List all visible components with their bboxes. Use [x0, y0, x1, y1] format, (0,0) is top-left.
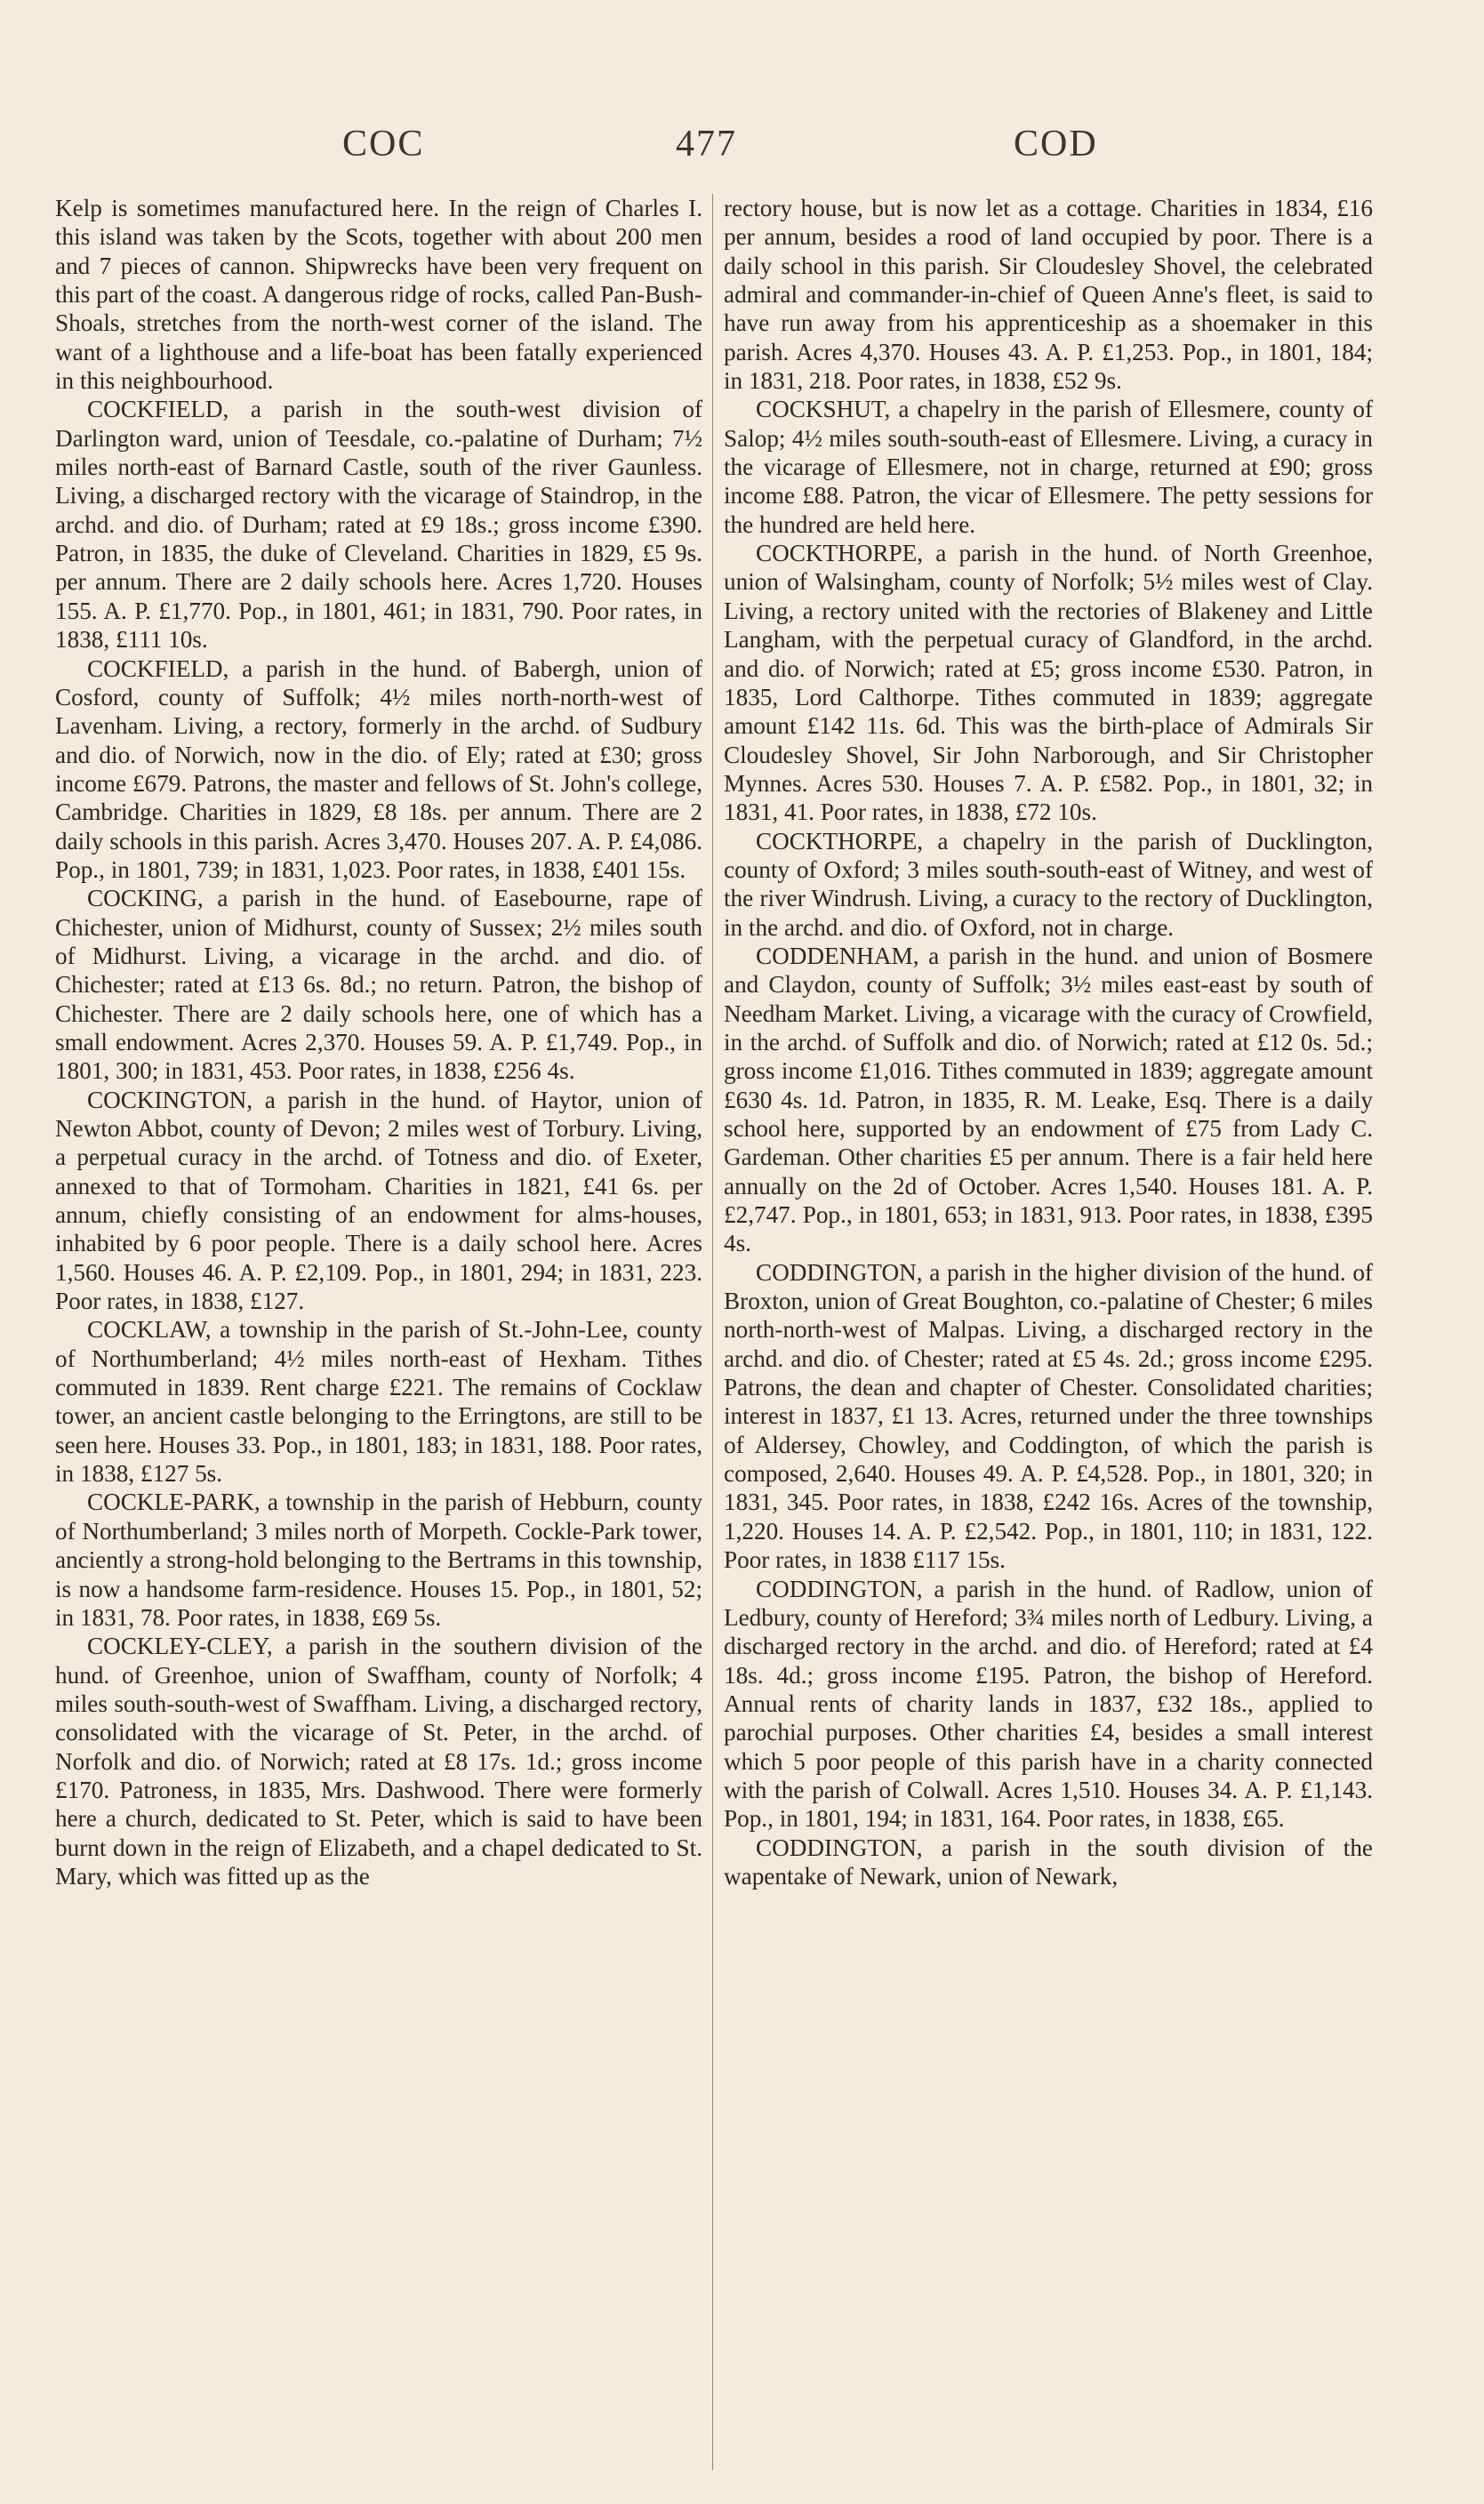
entry-coddington-hereford: CODDINGTON, a parish in the hund. of Radlow, union of Ledbury, county of Hereford; 3¾ miles north of Ledbury. Living, a discharged rectory in the archd. and dio. of Hereford; rated at £4 18s. 4d.; gross income £195. Patron, the bishop of Hereford. Annual rents of charity lands in 1837, £32 18s., applied to parochial purposes. Other charities £4, besides a small interest which 5 poor people of this parish have in a charity connected with the parish of Colwall. Acres 1,510. Houses 34. A. P. £1,143. Pop., in 1801, 194; in 1831, 164. Poor rates, in 1838, £65.	[724, 1575, 1373, 1833]
left-column	[55, 194, 702, 2488]
entry-continuation: Kelp is sometimes manufactured here. In the reign of Charles I. this island was taken by the Scots, together with about 200 men and 7 pieces of cannon. Shipwrecks have been very frequent on this part of the coast. A dangerous ridge of rocks, called Pan-Bush-Shoals, stretches from the north-west corner of the island. The want of a lighthouse and a life-boat has been fatally experienced in this neighbourhood.	[55, 195, 702, 395]
entry-cockthorpe-oxford: COCKTHORPE, a chapelry in the parish of Ducklington, county of Oxford; 3 miles south-south-east of Witney, and west of the river Windrush. Living, a curacy to the rectory of Ducklington, in the archd. and dio. of Oxford, not in charge.	[724, 827, 1373, 941]
entry-coddenham: CODDENHAM, a parish in the hund. and union of Bosmere and Claydon, county of Suffolk; 3½ miles east-east by south of Needham Market. Living, a vicarage with the curacy of Crowfield, in the archd. of Suffolk and dio. of Norwich; rated at £12 0s. 5d.; gross income £1,016. Tithes commuted in 1839; aggregate amount £630 4s. 1d. Patron, in 1835, R. M. Leake, Esq. There is a daily school here, supported by an endowment of £75 from Lady C. Gardeman. Other charities £5 per annum. There is a fair held here annually on the 2d of October. Acres 1,540. Houses 181. A. P. £2,747. Pop., in 1801, 653; in 1831, 913. Poor rates, in 1838, £395 4s.	[724, 942, 1373, 1257]
entry-cockshut: COCKSHUT, a chapelry in the parish of Ellesmere, county of Salop; 4½ miles south-south-east of Ellesmere. Living, a curacy in the vicarage of Ellesmere, not in charge, returned at £90; gross income £88. Patron, the vicar of Ellesmere. The petty sessions for the hundred are held here.	[724, 396, 1373, 538]
header-right-catchword: COD	[1014, 124, 1098, 165]
entry-coddington-newark: CODDINGTON, a parish in the south division of the wapentake of Newark, union of Newark,	[724, 1834, 1373, 1890]
entry-cockley-cley: COCKLEY-CLEY, a parish in the southern division of the hund. of Greenhoe, union of Swaffham, county of Norfolk; 4 miles south-south-west of Swaffham. Living, a discharged rectory, consolidated with the vicarage of St. Peter, in the archd. of Norfolk and dio. of Norwich; rated at £8 17s. 1d.; gross income £170. Patroness, in 1835, Mrs. Dashwood. There were formerly here a church, dedicated to St. Peter, which is said to have been burnt down in the reign of Elizabeth, and a chapel dedicated to St. Mary, which was fitted up as the	[55, 1633, 702, 1890]
header-left-catchword: COC	[342, 124, 425, 165]
entry-cocklaw: COCKLAW, a township in the parish of St.-John-Lee, county of Northumberland; 4½ miles north-east of Hexham. Tithes commuted in 1839. Rent charge £221. The remains of Cocklaw tower, an ancient castle belonging to the Erringtons, are still to be seen here. Houses 33. Pop., in 1801, 183; in 1831, 188. Poor rates, in 1838, £127 5s.	[55, 1316, 702, 1488]
page-number: 477	[676, 124, 737, 165]
entry-cockington: COCKINGTON, a parish in the hund. of Haytor, union of Newton Abbot, county of Devon; 2 miles west of Torbury. Living, a perpetual curacy in the archd. of Totness and dio. of Exeter, annexed to that of Tormoham. Charities in 1821, £41 6s. per annum, chiefly consisting of an endowment for alms-houses, inhabited by 6 poor people. There is a daily school here. Acres 1,560. Houses 46. A. P. £2,109. Pop., in 1801, 294; in 1831, 223. Poor rates, in 1838, £127.	[55, 1086, 702, 1315]
entry-cockthorpe-norfolk: COCKTHORPE, a parish in the hund. of North Greenhoe, union of Walsingham, county of Norfolk; 5½ miles west of Clay. Living, a rectory united with the rectories of Blakeney and Little Langham, with the perpetual curacy of Glandford, in the archd. and dio. of Norwich; rated at £5; gross income £530. Patron, in 1835, Lord Calthorpe. Tithes commuted in 1839; aggregate amount £142 11s. 6d. This was the birth-place of Admirals Sir Cloudesley Shovel, Sir John Narborough, and Sir Christopher Mynnes. Acres 530. Houses 7. A. P. £582. Pop., in 1801, 32; in 1831, 41. Poor rates, in 1838, £72 10s.	[724, 540, 1373, 826]
entry-coddington-chester: CODDINGTON, a parish in the higher division of the hund. of Broxton, union of Great Boughton, co.-palatine of Chester; 6 miles north-north-west of Malpas. Living, a discharged rectory in the archd. and dio. of Chester; rated at £5 4s. 2d.; gross income £295. Patrons, the dean and chapter of Chester. Consolidated charities; interest in 1837, £1 13. Acres, returned under the three townships of Aldersey, Chowley, and Coddington, of which the parish is composed, 2,640. Houses 49. A. P. £4,528. Pop., in 1801, 320; in 1831, 345. Poor rates, in 1838, £242 16s. Acres of the township, 1,220. Houses 14. A. P. £2,542. Pop., in 1801, 110; in 1831, 122. Poor rates, in 1838 £117 15s.	[724, 1258, 1373, 1574]
column-divider	[712, 194, 713, 2470]
right-column	[724, 194, 1373, 2488]
entry-cockle-park: COCKLE-PARK, a township in the parish of Hebburn, county of Northumberland; 3 miles north of Morpeth. Cockle-Park tower, anciently a strong-hold belonging to the Bertrams in this township, is now a handsome farm-residence. Houses 15. Pop., in 1801, 52; in 1831, 78. Poor rates, in 1838, £69 5s.	[55, 1489, 702, 1631]
entry-cockfield-durham: COCKFIELD, a parish in the south-west division of Darlington ward, union of Teesdale, co.-palatine of Durham; 7½ miles north-east of Barnard Castle, south of the river Gaunless. Living, a discharged rectory with the vicarage of Staindrop, in the archd. and dio. of Durham; rated at £9 18s.; gross income £390. Patron, in 1835, the duke of Cleveland. Charities in 1829, £5 9s. per annum. There are 2 daily schools here. Acres 1,720. Houses 155. A. P. £1,770. Pop., in 1801, 461; in 1831, 790. Poor rates, in 1838, £111 10s.	[55, 396, 702, 654]
running-header	[0, 123, 1484, 176]
entry-continuation: rectory house, but is now let as a cottage. Charities in 1834, £16 per annum, besides a rood of land occupied by poor. There is a daily school in this parish. Sir Cloudesley Shovel, the celebrated admiral and commander-in-chief of Queen Anne's fleet, is said to have run away from his apprenticeship as a shoemaker in this parish. Acres 4,370. Houses 43. A. P. £1,253. Pop., in 1801, 184; in 1831, 218. Poor rates, in 1838, £52 9s.	[724, 195, 1373, 395]
entry-cocking: COCKING, a parish in the hund. of Easebourne, rape of Chichester, union of Midhurst, county of Sussex; 2½ miles south of Midhurst. Living, a vicarage in the archd. and dio. of Chichester; rated at £13 6s. 8d.; no return. Patron, the bishop of Chichester. There are 2 daily schools here, one of which has a small endowment. Acres 2,370. Houses 59. A. P. £1,749. Pop., in 1801, 300; in 1831, 453. Poor rates, in 1838, £256 4s.	[55, 885, 702, 1085]
entry-cockfield-suffolk: COCKFIELD, a parish in the hund. of Babergh, union of Cosford, county of Suffolk; 4½ miles north-north-west of Lavenham. Living, a rectory, formerly in the archd. of Sudbury and dio. of Norwich, now in the dio. of Ely; rated at £30; gross income £679. Patrons, the master and fellows of St. John's college, Cambridge. Charities in 1829, £8 18s. per annum. There are 2 daily schools in this parish. Acres 3,470. Houses 207. A. P. £4,086. Pop., in 1801, 739; in 1831, 1,023. Poor rates, in 1838, £401 15s.	[55, 654, 702, 883]
